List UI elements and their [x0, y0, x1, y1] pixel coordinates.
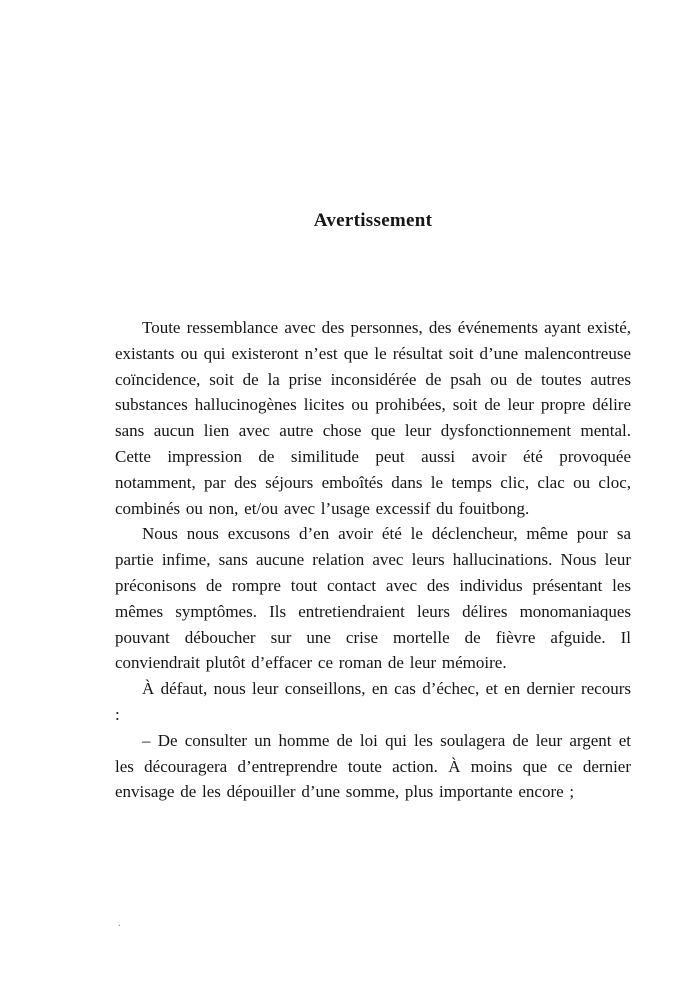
paragraph-disclaimer: Toute ressemblance avec des personnes, des événements ayant existé, existants ou qui existeront n’est que le résultat soit d’une malencontreuse coïncidence, soit de la prise inconsidérée de psah ou de toutes autres substances hallucinogènes licites ou prohibées, soit de leur propre délire sans aucun lien avec autre chose que leur dysfonctionnement mental. Cette impression de similitude peut aussi avoir été provoquée notamment, par des séjours emboîtés dans le temps clic, clac ou cloc, combinés ou non, et/ou avec l’usage excessif du fouitbong. [115, 318, 631, 518]
chapter-title: Avertissement [313, 210, 433, 231]
body-text [115, 315, 631, 805]
paragraph-apology: Nous nous excusons d’en avoir été le déclencheur, même pour sa partie infime, sans aucune relation avec leurs hallucinations. Nous leur préconisons de rompre tout contact avec des individus présentant les mêmes symptômes. Ils entretiendraient leurs délires monomaniaques pouvant déboucher sur une crise mortelle de fièvre afguide. Il conviendrait plutôt d’effacer ce roman de leur mémoire. [115, 524, 631, 673]
page-mark: . [118, 917, 121, 929]
paragraph-advice-item: – De consulter un homme de loi qui les soulagera de leur argent et les découragera d’entreprendre toute action. À moins que ce dernier envisage de les dépouiller d’une somme, plus importante encore ; [115, 730, 631, 802]
book-page [115, 0, 631, 992]
paragraph-advice-intro: À défaut, nous leur conseillons, en cas d’échec, et en dernier recours : [115, 679, 631, 724]
